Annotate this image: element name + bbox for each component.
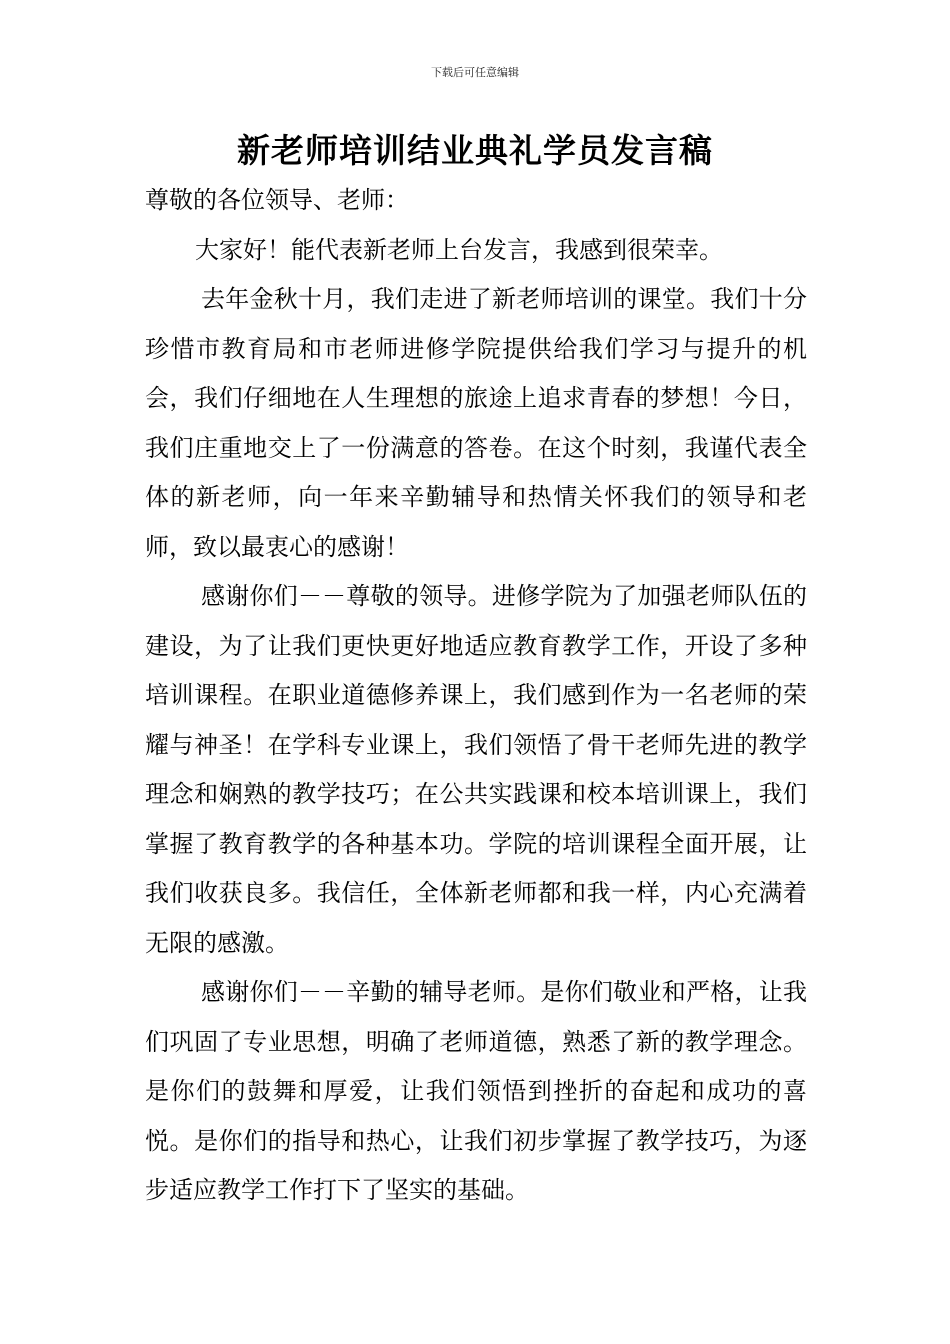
paragraph-greeting: 大家好！能代表新老师上台发言，我感到很荣幸。: [195, 235, 723, 264]
paragraph-thanks-leaders: 感谢你们－－尊敬的领导。进修学院为了加强老师队伍的建设，为了让我们更快更好地适应教育教学工作，开设了多种培训课程。在职业道德修养课上，我们感到作为一名老师的荣耀与神圣！在学科专业课上，我们领悟了骨干老师先进的教学理念和娴熟的教学技巧；在公共实践课和校本培训课上，我们掌握了教育教学的各种基本功。学院的培训课程全面开展，让我们收获良多。我信任，全体新老师都和我一样，内心充满着无限的感激。: [145, 582, 807, 957]
paragraph-thanks-tutors: 感谢你们－－辛勤的辅导老师。是你们敬业和严格，让我们巩固了专业思想，明确了老师道德，熟悉了新的教学理念。是你们的鼓舞和厚爱，让我们领悟到挫折的奋起和成功的喜悦。是你们的指导和热心，让我们初步掌握了教学技巧，为逐步适应教学工作打下了坚实的基础。: [145, 978, 807, 1204]
salutation: 尊敬的各位领导、老师：: [145, 186, 409, 214]
paragraph-gratitude: 去年金秋十月，我们走进了新老师培训的课堂。我们十分珍惜市教育局和市老师进修学院提供给我们学习与提升的机会，我们仔细地在人生理想的旅途上追求青春的梦想！今日，我们庄重地交上了一份满意的答卷。在这个时刻，我谨代表全体的新老师，向一年来辛勤辅导和热情关怀我们的领导和老师，致以最衷心的感谢！: [145, 285, 807, 561]
document-body: [145, 176, 807, 1216]
document-title: 新老师培训结业典礼学员发言稿: [237, 131, 713, 170]
header-note: 下载后可任意编辑: [431, 66, 519, 79]
